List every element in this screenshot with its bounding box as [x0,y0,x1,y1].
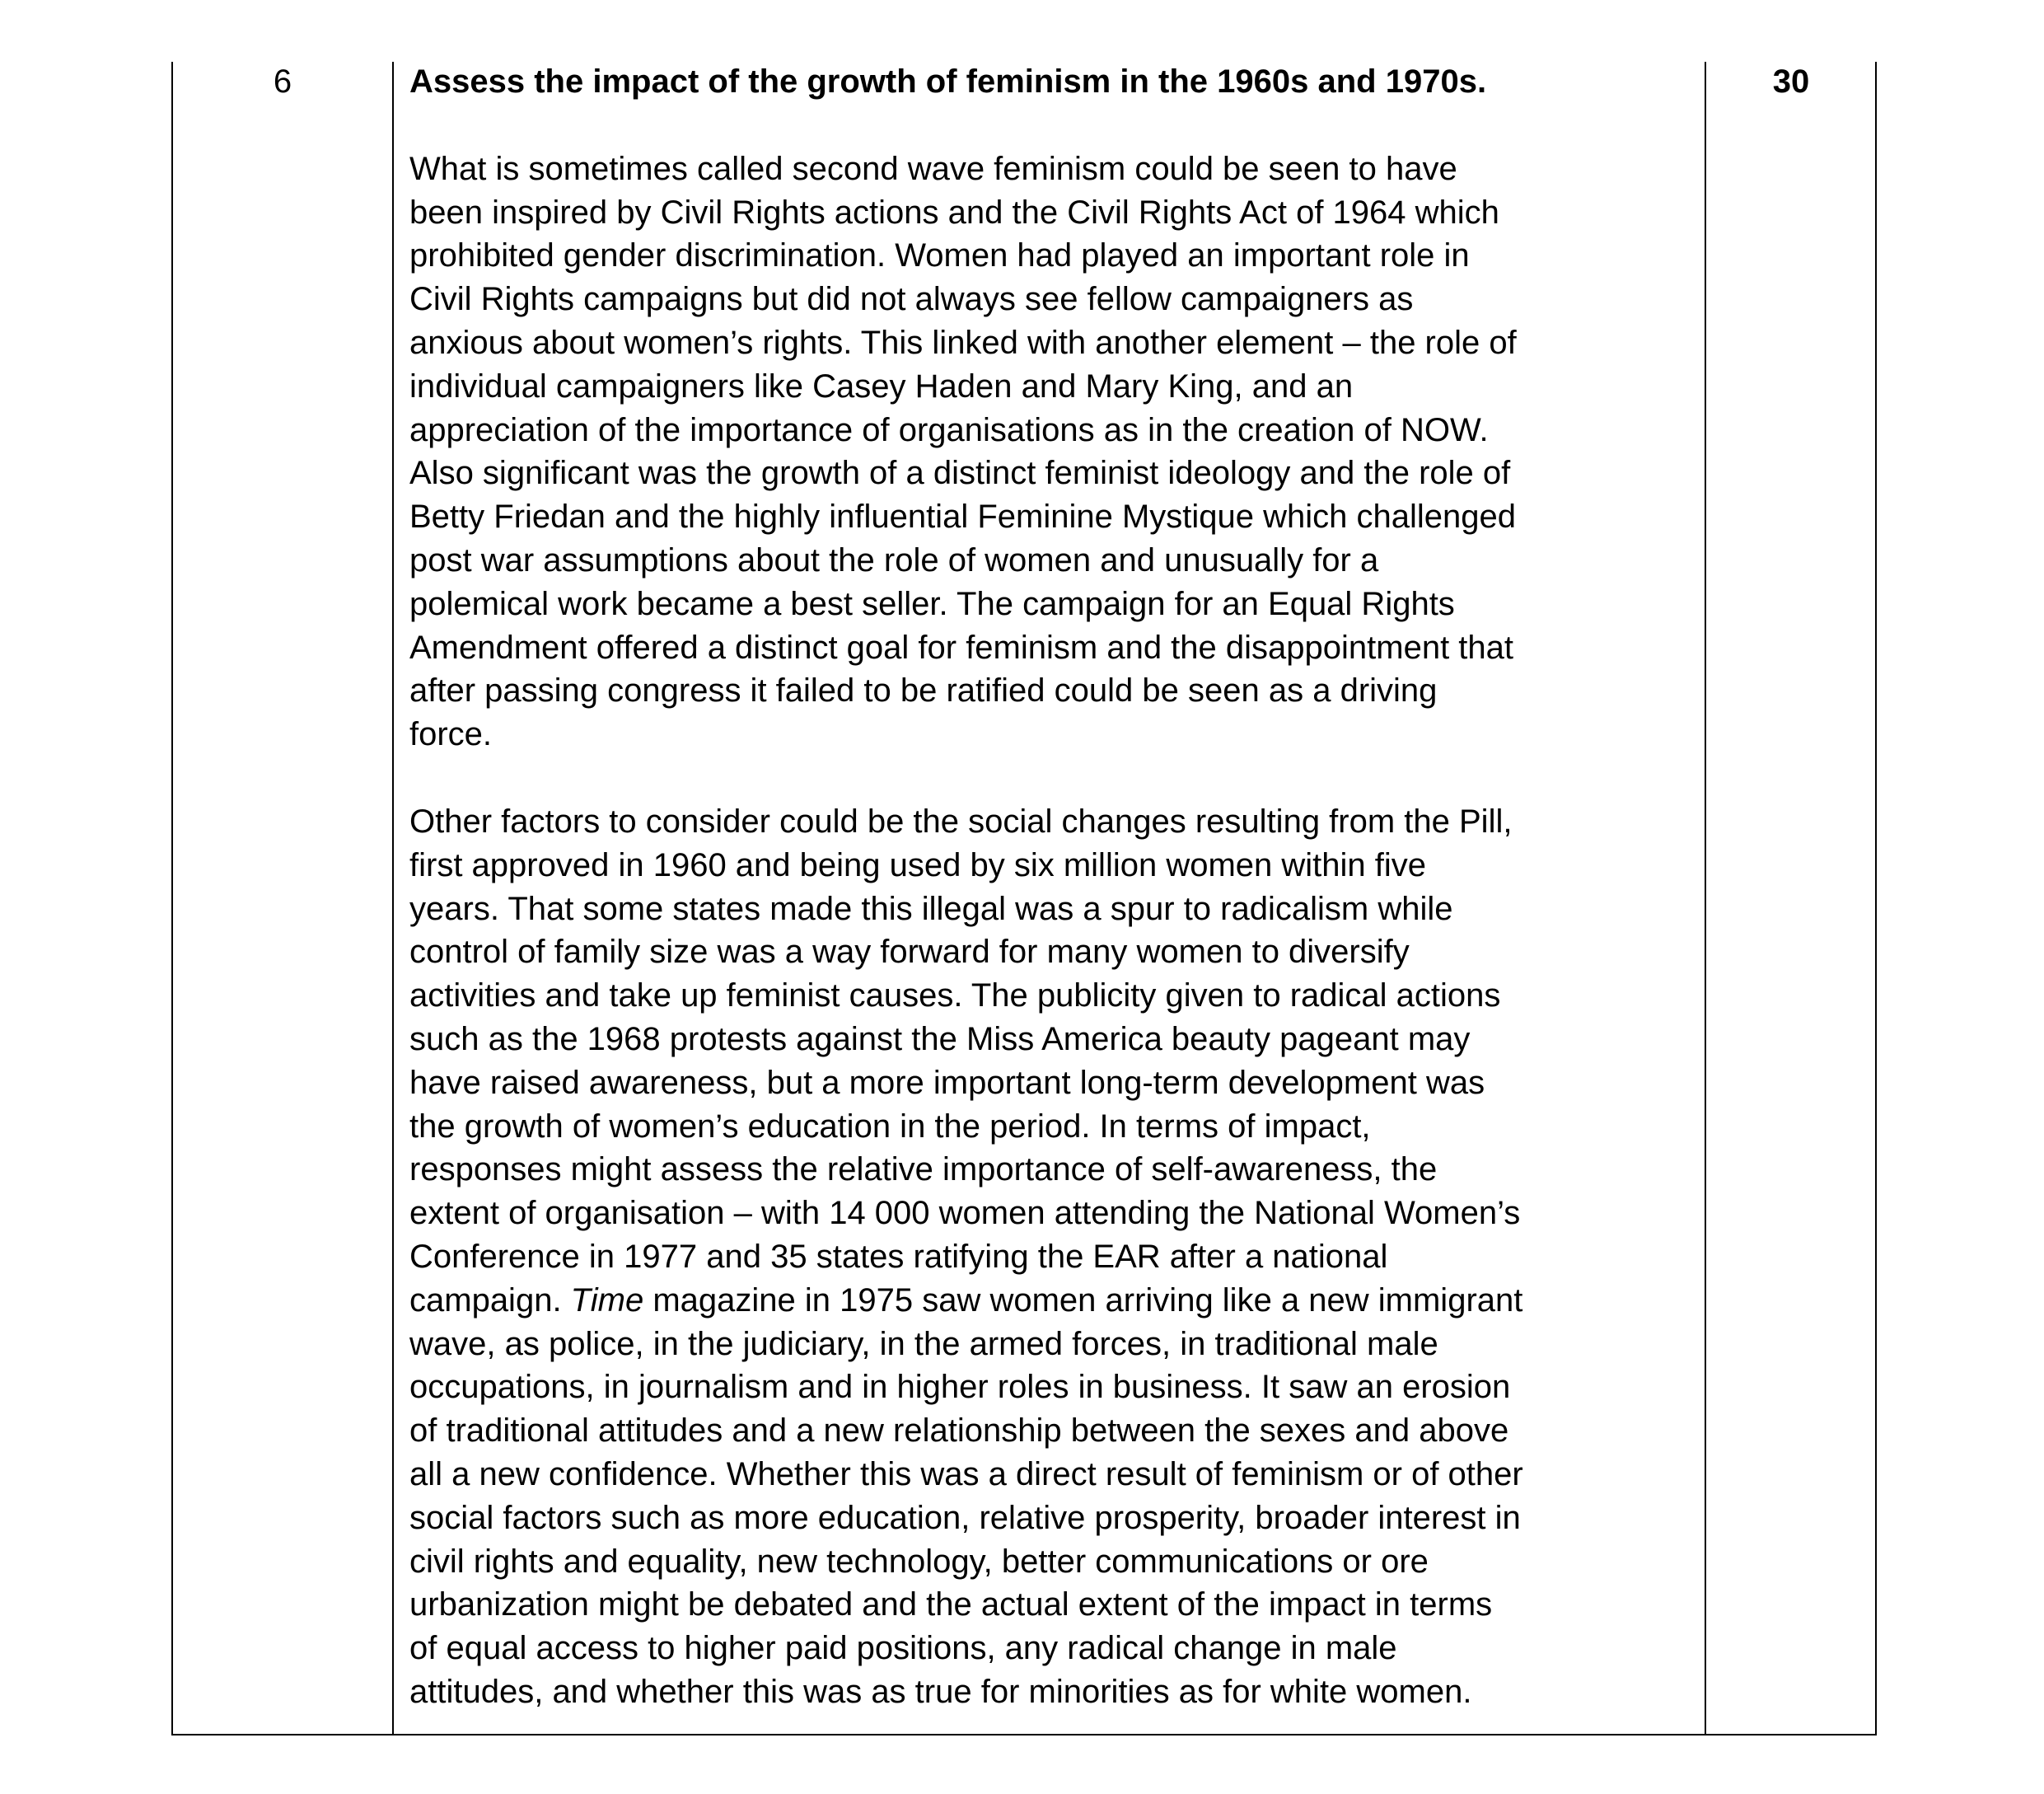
text-line: prohibited gender discrimination. Women had played an important role in [409,237,1470,274]
text-line: control of family size was a way forward for many women to diversify [409,934,1410,971]
question-title: Assess the impact of the growth of feminism in the 1960s and 1970s. [409,63,1487,100]
text-line: appreciation of the importance of organisations as in the creation of NOW. [409,411,1489,448]
question-number: 6 [273,63,292,100]
text-line: individual campaigners like Casey Haden and Mary King, and an [409,368,1354,405]
text-line: first approved in 1960 and being used by six million women within five [409,846,1427,883]
answer-guidance [409,60,1695,1714]
text-fragment: campaign. [409,1281,571,1319]
text-line: such as the 1968 protests against the Miss America beauty pageant may [409,1020,1471,1057]
text-line: Betty Friedan and the highly influential Feminine Mystique which challenged [409,499,1516,536]
text-fragment: magazine in 1975 saw women arriving like a new immigrant [643,1281,1523,1319]
text-line: activities and take up feminist causes. The publicity given to radical actions [409,977,1501,1014]
text-line: occupations, in journalism and in higher roles in business. It saw an erosion [409,1369,1511,1406]
text-line: force. [409,716,493,753]
table-border-bottom [171,1734,1877,1735]
text-line: anxious about women’s rights. This linked with another element – the role of [409,324,1517,361]
text-line: wave, as police, in the judiciary, in the armed forces, in traditional male [409,1325,1438,1362]
text-line: of traditional attitudes and a new relationship between the sexes and above [409,1412,1509,1450]
column-divider-question [392,62,394,1735]
text-line: extent of organisation – with 14 000 women attending the National Women’s [409,1195,1521,1232]
text-line: of equal access to higher paid positions, any radical change in male [409,1630,1397,1667]
text-line: Other factors to consider could be the social changes resulting from the Pill, [409,803,1513,840]
table-border-left [171,62,173,1735]
text-line: Also significant was the growth of a distinct feminist ideology and the role of [409,455,1511,492]
table-border-right [1875,62,1877,1735]
guidance-paragraph-2 [409,800,1695,1714]
text-line: responses might assess the relative importance of self-awareness, the [409,1151,1438,1188]
text-line: years. That some states made this illegal was a spur to radicalism while [409,890,1453,927]
text-line: urbanization might be debated and the actual extent of the impact in terms [409,1586,1493,1623]
text-line: been inspired by Civil Rights actions and the Civil Rights Act of 1964 which [409,194,1499,231]
text-line: What is sometimes called second wave feminism could be seen to have [409,150,1457,187]
text-line: polemical work became a best seller. The campaign for an Equal Rights [409,585,1455,622]
publication-title-italic: Time [570,1281,644,1319]
text-line: attitudes, and whether this was as true for minorities as for white women. [409,1673,1472,1710]
text-line-with-italic [409,1279,1695,1323]
text-line: all a new confidence. Whether this was a direct result of feminism or of other [409,1455,1523,1492]
text-line: have raised awareness, but a more important long-term development was [409,1064,1485,1101]
guidance-paragraph-1 [409,148,1695,756]
text-line: the growth of women’s education in the period. In terms of impact, [409,1108,1371,1145]
text-line: Conference in 1977 and 35 states ratifying the EAR after a national [409,1238,1388,1275]
column-divider-marks [1705,62,1706,1735]
text-line: social factors such as more education, relative prosperity, broader interest in [409,1499,1521,1536]
text-line: Amendment offered a distinct goal for feminism and the disappointment that [409,629,1514,666]
text-line: post war assumptions about the role of women and unusually for a [409,541,1379,578]
question-marks: 30 [1772,63,1810,100]
text-line: after passing congress it failed to be ratified could be seen as a driving [409,672,1438,710]
text-line: Civil Rights campaigns but did not always see fellow campaigners as [409,281,1414,318]
text-line: civil rights and equality, new technology, better communications or ore [409,1543,1429,1580]
